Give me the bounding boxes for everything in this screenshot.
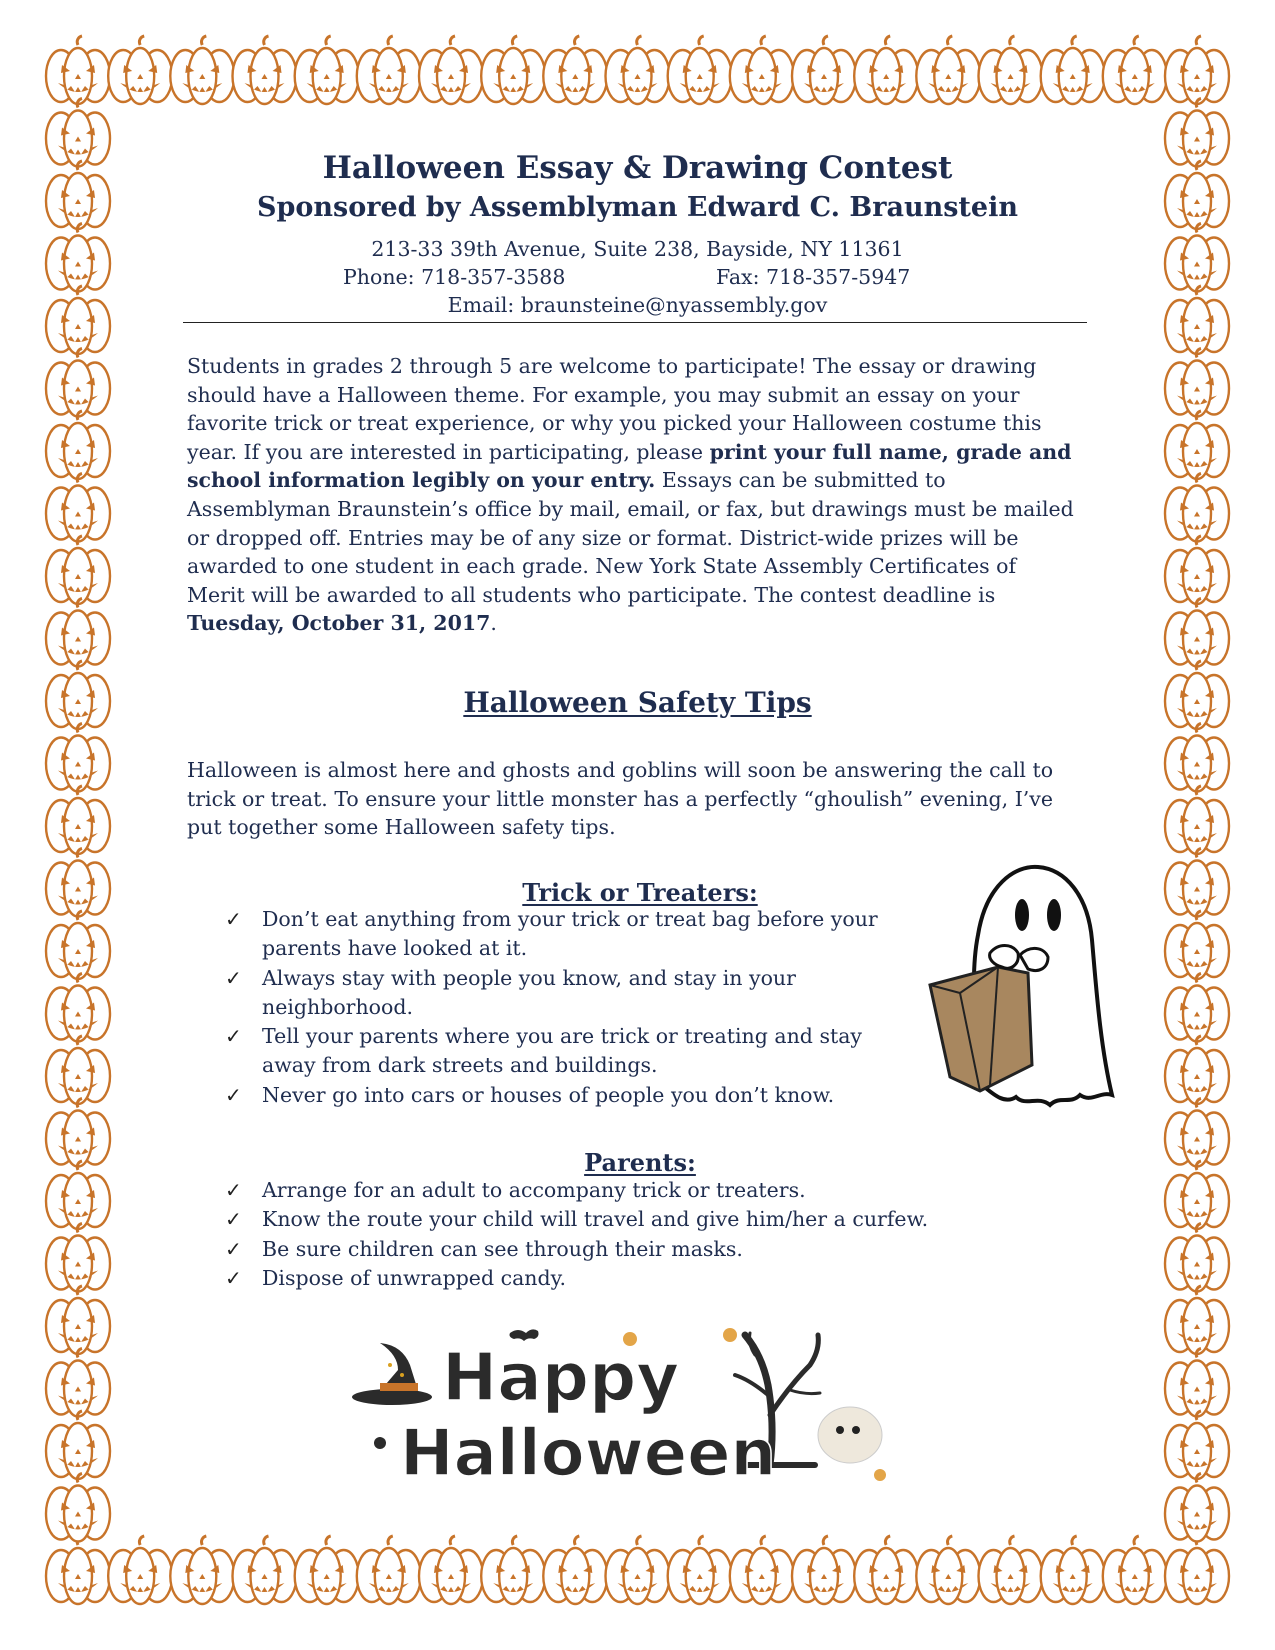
witch-hat-icon [352, 1343, 432, 1405]
phone-number: Phone: 718-357-3588 [343, 265, 566, 289]
checkmark-icon: ✓ [225, 907, 242, 931]
list-item-text: Always stay with people you know, and stay in your neighborhood. [262, 965, 796, 1019]
intro-text-1: Students in grades 2 through 5 are welcome to participate! The essay or drawing should have a Halloween theme. For example, you may submit an essay on your favorite trick or treat experience, or why you picked your Halloween costume this year. If you are interested in participating, please [187, 354, 1042, 464]
intro-emphasis: print your full name, grade and school information legibly on your entry. [187, 439, 1072, 493]
list-item-text: Arrange for an adult to accompany trick or treaters. [262, 1178, 806, 1202]
trick-or-treaters-list [225, 905, 895, 1110]
header-divider [183, 322, 1087, 323]
checkmark-icon: ✓ [225, 1082, 242, 1107]
list-item-text: Dispose of unwrapped candy. [262, 1265, 566, 1290]
safety-intro: Halloween is almost here and ghosts and goblins will soon be answering the call to trick or treat. To ensure your little monster has a perfectly “ghoulish” evening, I’ve put together some Halloween safety tips. [187, 758, 1054, 840]
list-item [225, 964, 895, 1023]
small-ghost-icon [818, 1407, 882, 1463]
list-item [225, 905, 895, 964]
list-item [225, 1176, 1045, 1205]
list-item-text: Never go into cars or houses of people you don’t know. [262, 1082, 835, 1107]
banner-line-happy: Happy [442, 1339, 680, 1416]
flower-icon [874, 1469, 886, 1481]
email-address: Email: braunsteine@nyassembly.gov [447, 293, 828, 317]
trick-or-treaters-heading: Trick or Treaters: [522, 878, 758, 907]
flower-icon [374, 1437, 386, 1449]
list-item-text: Know the route your child will travel and give him/her a curfew. [262, 1207, 929, 1232]
intro-end: . [490, 611, 497, 636]
parents-heading: Parents: [584, 1148, 696, 1177]
list-item [225, 1264, 1045, 1293]
contest-deadline: Tuesday, October 31, 2017 [187, 611, 491, 636]
banner-line-halloween: Halloween [400, 1417, 777, 1491]
list-item-text: Tell your parents where you are trick or treating and stay away from dark streets and buildings. [262, 1024, 863, 1078]
checkmark-icon: ✓ [225, 1178, 242, 1202]
list-item [225, 1081, 895, 1110]
list-item [225, 1235, 1045, 1264]
flower-icon [723, 1328, 737, 1342]
checkmark-icon: ✓ [225, 965, 242, 990]
contest-description [187, 352, 1077, 638]
list-item-text: Don’t eat anything from your trick or treat bag before your parents have looked at it. [262, 907, 878, 961]
intro-text-2: Essays can be submitted to Assemblyman Braunstein’s office by mail, email, or fax, but drawings must be mailed or dropped off. Entries may be of any size or format. District-wide prizes will be awarded to one student in each grade. New York State Assembly Certificates of Merit will be awarded to all students who participate. The contest deadline is [187, 468, 1074, 607]
sponsor-line: Sponsored by Assemblyman Edward C. Braunstein [257, 192, 1018, 223]
ghost-with-bag-icon [920, 855, 1130, 1125]
fax-number: Fax: 718-357-5947 [716, 265, 911, 289]
checkmark-icon: ✓ [225, 1207, 242, 1232]
checkmark-icon: ✓ [225, 1265, 242, 1290]
happy-halloween-banner [350, 1325, 950, 1495]
list-item [225, 1205, 1045, 1234]
checkmark-icon: ✓ [225, 1024, 242, 1049]
safety-heading: Halloween Safety Tips [463, 686, 812, 719]
office-address: 213-33 39th Avenue, Suite 238, Bayside, NY 11361 [371, 237, 904, 261]
list-item-text: Be sure children can see through their masks. [262, 1236, 743, 1261]
checkmark-icon: ✓ [225, 1236, 242, 1261]
page-title: Halloween Essay & Drawing Contest [322, 150, 953, 186]
parents-list [225, 1176, 1045, 1293]
list-item [225, 1022, 895, 1081]
